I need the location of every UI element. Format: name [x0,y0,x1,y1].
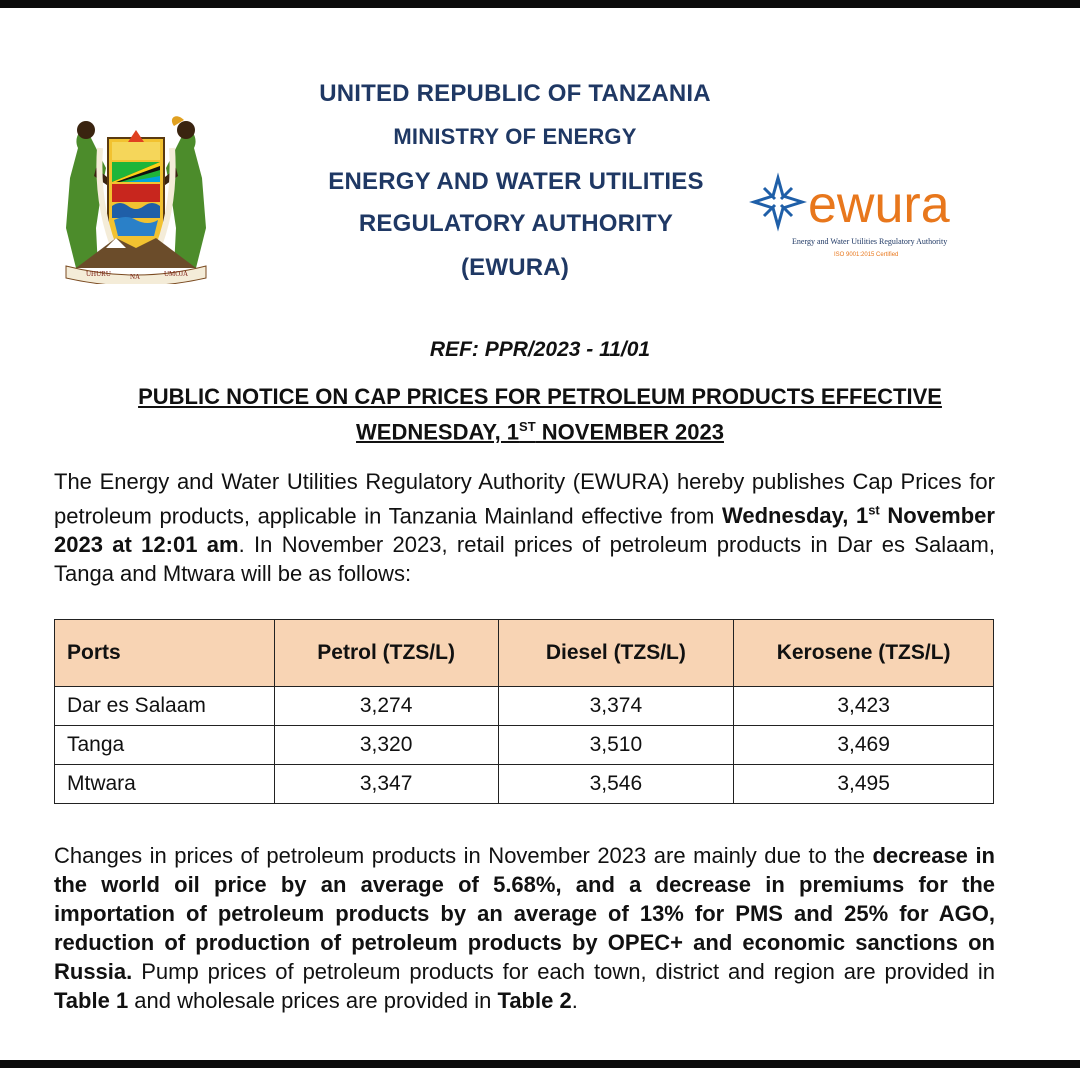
diesel-price: 3,510 [498,726,734,765]
port-name: Dar es Salaam [55,687,275,726]
header-ports: Ports [55,620,275,687]
intro-paragraph: The Energy and Water Utilities Regulatory Authority (EWURA) hereby publishes Cap Prices for petroleum products, applicable in Tanzania Mainland effective from Wednesday, 1st November 2023 at 12:01 am. In November 2023, retail prices of petroleum products in Dar es Salaam, Tanga and Mtwara will be as follows: [54,469,995,587]
header-petrol: Petrol (TZS/L) [274,620,498,687]
country-name: UNITED REPUBLIC OF TANZANIA [319,80,711,107]
table-row [55,687,994,726]
port-name: Tanga [55,726,275,765]
header-diesel: Diesel (TZS/L) [498,620,734,687]
coat-of-arms-icon [56,108,216,284]
diesel-price: 3,374 [498,687,734,726]
table-header-row [55,620,994,687]
port-name: Mtwara [55,765,275,804]
bottom-border [0,1060,1080,1068]
table-row [55,765,994,804]
motto-left: UHURU [86,270,111,278]
authority-name-line1: ENERGY AND WATER UTILITIES [328,168,704,195]
notice-title-line1: PUBLIC NOTICE ON CAP PRICES FOR PETROLEUM PRODUCTS EFFECTIVE [138,384,942,409]
ewura-tagline: Energy and Water Utilities Regulatory Authority [792,237,948,246]
kerosene-price: 3,495 [734,765,994,804]
reference-number: REF: PPR/2023 - 11/01 [429,338,651,361]
table-row [55,726,994,765]
petrol-price: 3,274 [274,687,498,726]
kerosene-price: 3,423 [734,687,994,726]
notice-title-line2: WEDNESDAY, 1ST NOVEMBER 2023 [356,419,724,445]
authority-acronym: (EWURA) [460,254,570,281]
cap-price-table [54,619,994,804]
authority-name-line2: REGULATORY AUTHORITY [358,210,674,237]
ewura-cert: ISO 9001:2015 Certified [834,252,899,258]
petrol-price: 3,320 [274,726,498,765]
motto-right: UMOJA [164,270,189,278]
diesel-price: 3,546 [498,765,734,804]
petrol-price: 3,347 [274,765,498,804]
ewura-wordmark: ewura [808,176,950,234]
ewura-star-icon [754,178,802,226]
kerosene-price: 3,469 [734,726,994,765]
ewura-logo [742,172,992,262]
changes-paragraph: Changes in prices of petroleum products in November 2023 are mainly due to the decrease in the world oil price by an average of 5.68%, and a decrease in premiums for the importation of petroleum products by an average of 13% for PMS and 25% for AGO, reduction of production of petroleum products by OPEC+ and economic sanctions on Russia. Pump prices of petroleum products for each town, district and region are provided in Table 1 and wholesale prices are provided in Table 2. [54,843,995,1013]
top-border [0,0,1080,8]
ministry-name: MINISTRY OF ENERGY [393,124,637,149]
motto-mid: NA [130,273,141,281]
header-kerosene: Kerosene (TZS/L) [734,620,994,687]
